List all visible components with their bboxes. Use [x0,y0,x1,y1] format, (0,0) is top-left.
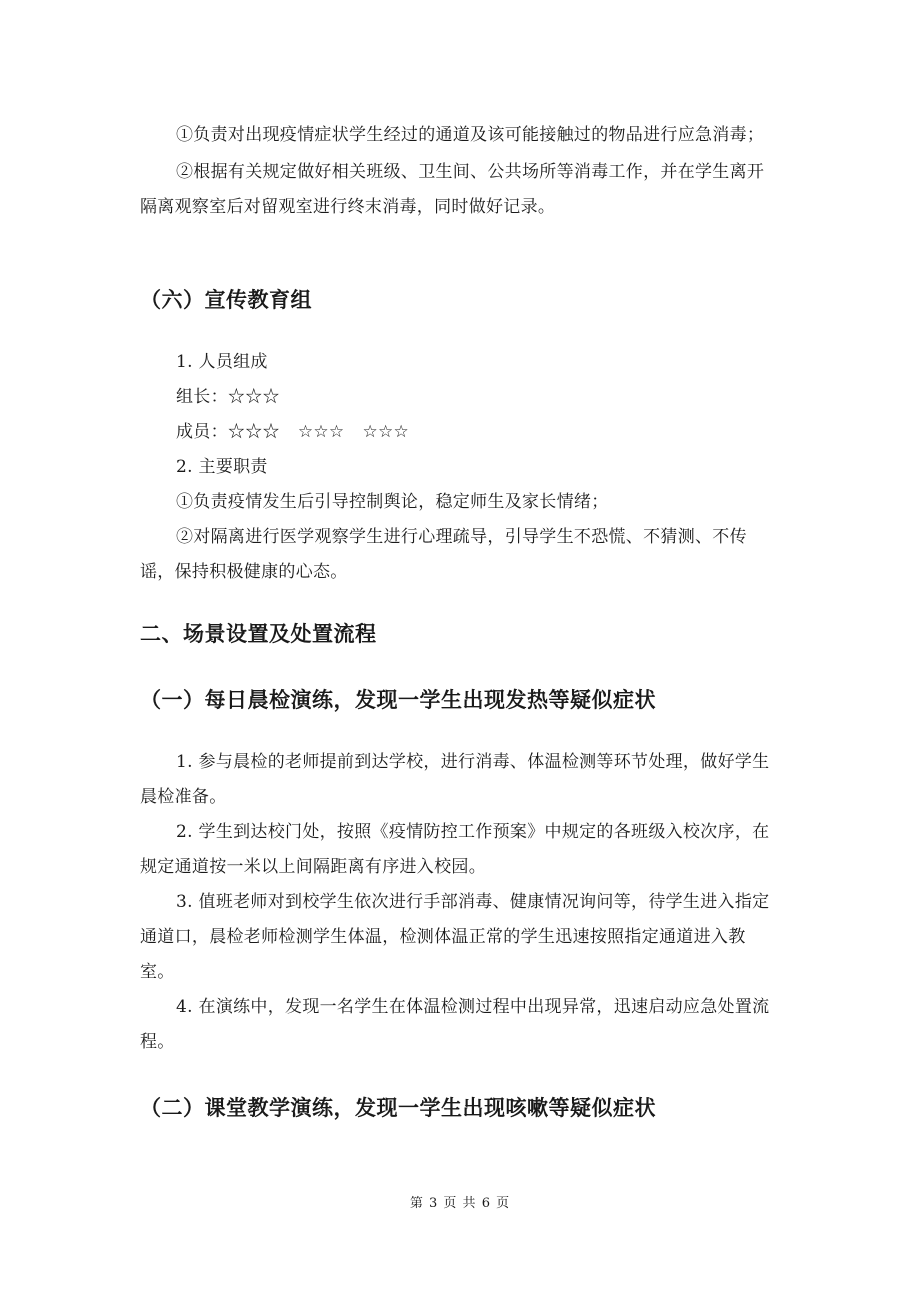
sub1-step-1: 1. 参与晨检的老师提前到达学校，进行消毒、体温检测等环节处理，做好学生晨检准备。 [140,752,770,807]
sub1-heading: （一）每日晨检演练，发现一学生出现发热等疑似症状 [140,688,656,712]
sec6-member-3: ☆☆☆ [362,422,410,442]
sec6-members-title: 1. 人员组成 [176,352,268,372]
sec6-body [140,345,780,590]
page-number: 第 3 页 共 6 页 [409,1196,511,1211]
sec6-member-2: ☆☆☆ [297,422,345,442]
sec6-member-1: ☆☆☆ [227,422,280,442]
part2-heading: 二、场景设置及处置流程 [140,622,377,646]
sub1-step-2: 2. 学生到达校门处，按照《疫情防控工作预案》中规定的各班级入校次序，在规定通道按一米以上间隔距离有序进入校园。 [140,822,770,877]
sec6-leader: 组长：☆☆☆ [176,387,280,407]
sec6-duty-2: ②对隔离进行医学观察学生进行心理疏导，引导学生不恐慌、不猜测、不传谣，保持积极健康的心态。 [140,527,747,582]
sec5-item-2: ②根据有关规定做好相关班级、卫生间、公共场所等消毒工作，并在学生离开隔离观察室后对留观室进行终末消毒，同时做好记录。 [140,162,765,217]
sec6-members-label: 成员： [176,422,228,442]
sec6-duty-1: ①负责疫情发生后引导控制舆论，稳定师生及家长情绪； [176,492,609,512]
sec6-heading: （六）宣传教育组 [140,288,312,312]
sec5-item-1: ①负责对出现疫情症状学生经过的通道及该可能接触过的物品进行应急消毒； [176,125,765,145]
sec5-items [140,118,780,225]
sub1-steps [140,745,780,1060]
sub1-heading-wrap [140,684,780,716]
part2-heading-wrap [140,618,780,650]
sec6-members [140,415,780,450]
sub1-step-3: 3. 值班老师对到校学生依次进行手部消毒、健康情况询问等，待学生进入指定通道口，晨检老师检测学生体温，检测体温正常的学生迅速按照指定通道进入教室。 [140,892,770,982]
sub2-heading-wrap [140,1092,780,1124]
sec6-heading-wrap [140,284,780,316]
sec6-duties-title: 2. 主要职责 [176,457,268,477]
sub2-heading: （二）课堂教学演练，发现一学生出现咳嗽等疑似症状 [140,1096,656,1120]
sub1-step-4: 4. 在演练中，发现一名学生在体温检测过程中出现异常，迅速启动应急处置流程。 [140,997,770,1052]
